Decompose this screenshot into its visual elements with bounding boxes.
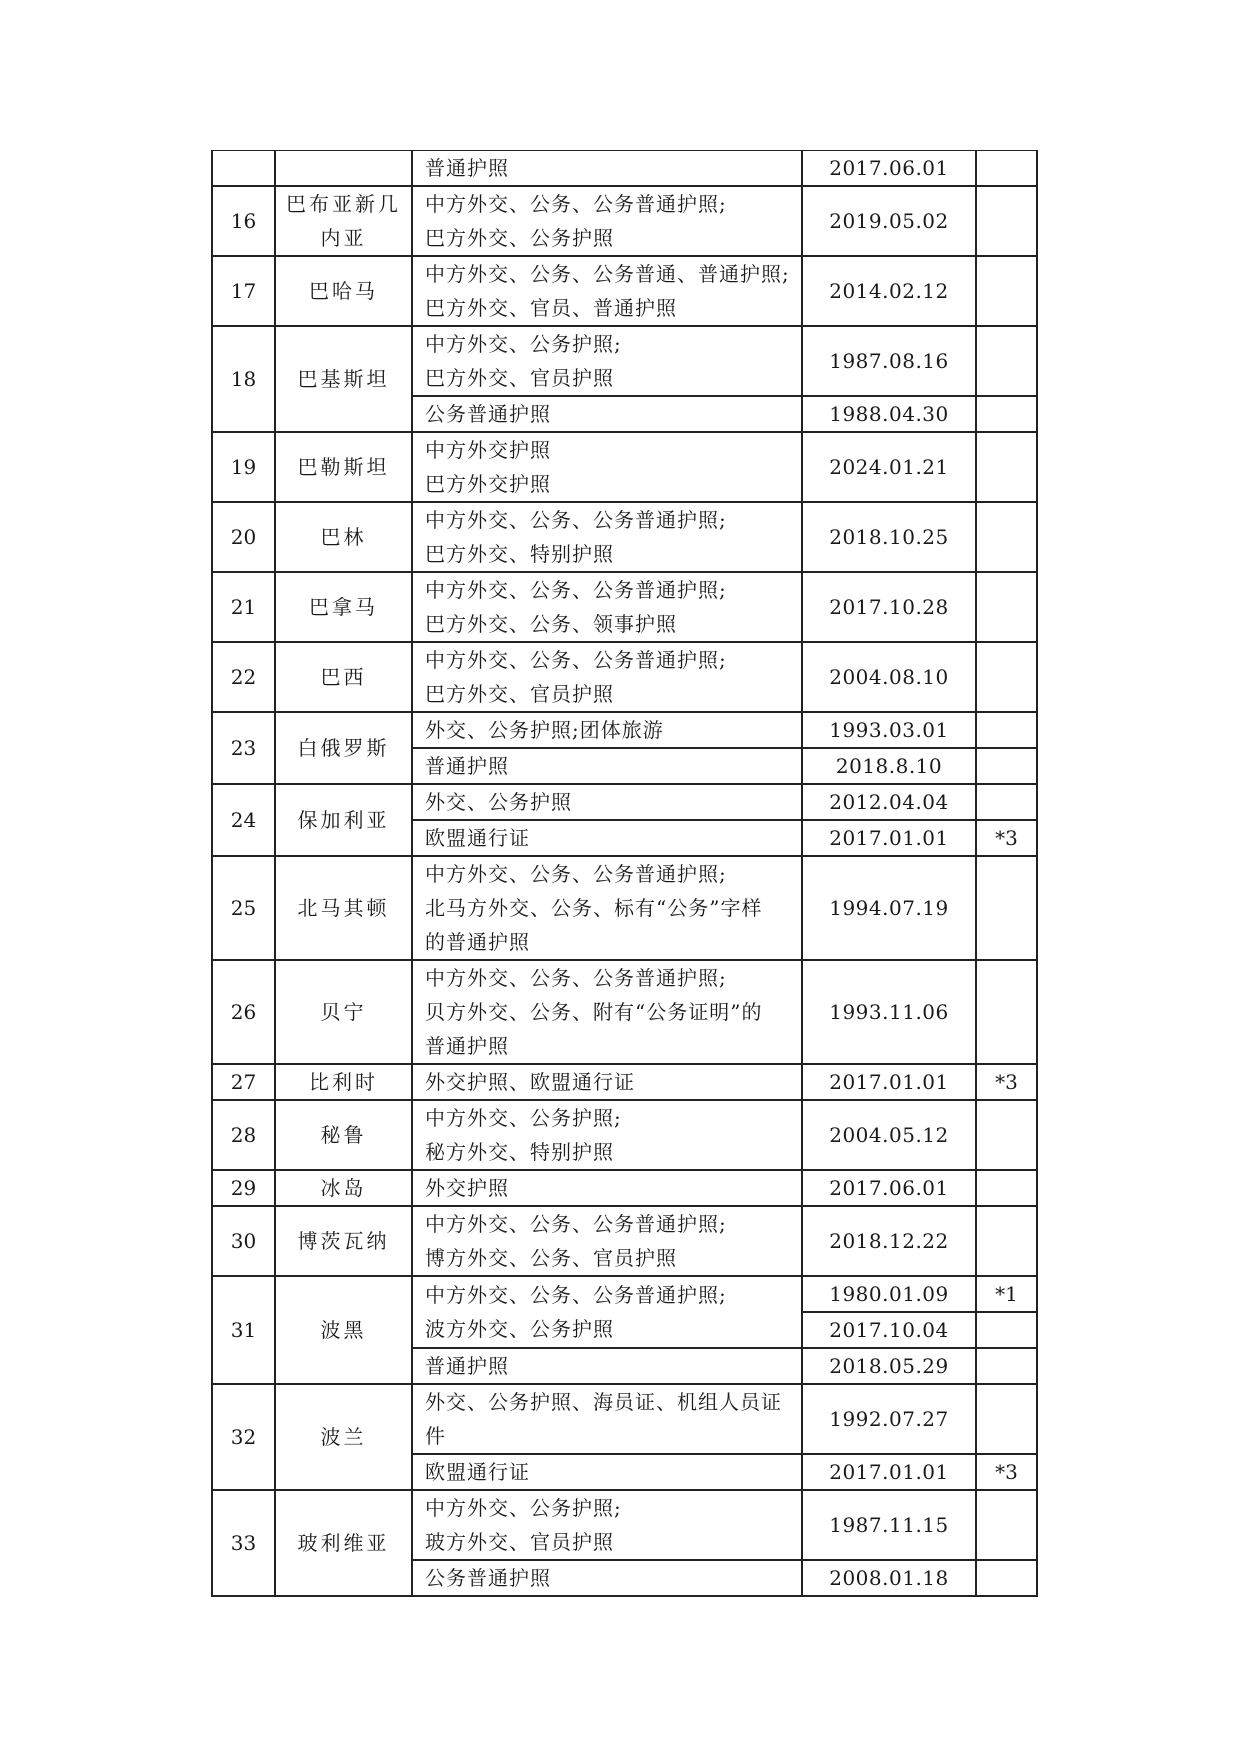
passport-types-cell <box>412 256 802 326</box>
effective-date: 2017.10.04 <box>802 1312 976 1348</box>
country-name: 比利时 <box>275 1064 412 1100</box>
table-row <box>212 1100 1037 1170</box>
row-number: 25 <box>212 856 275 960</box>
passport-types-cell <box>412 820 802 856</box>
passport-types-cell <box>412 186 802 256</box>
effective-date: 1993.11.06 <box>802 960 976 1064</box>
row-number: 24 <box>212 784 275 856</box>
effective-date: 2018.05.29 <box>802 1348 976 1384</box>
passport-type-line: 中方外交、公务护照; <box>425 332 622 356</box>
passport-type-line: 中方外交、公务、公务普通护照; <box>425 1212 727 1236</box>
passport-type-line: 巴方外交、公务、领事护照 <box>425 612 677 636</box>
passport-types-cell <box>412 1384 802 1454</box>
passport-type-line: 欧盟通行证 <box>425 826 530 850</box>
row-number: 33 <box>212 1490 275 1596</box>
country-name: 博茨瓦纳 <box>275 1206 412 1276</box>
effective-date: 2014.02.12 <box>802 256 976 326</box>
note-mark <box>976 502 1037 572</box>
passport-type-line: 普通护照 <box>425 1034 509 1058</box>
passport-type-line: 秘方外交、特别护照 <box>425 1140 614 1164</box>
row-number: 19 <box>212 432 275 502</box>
table-row <box>212 326 1037 396</box>
row-number: 26 <box>212 960 275 1064</box>
passport-types-cell <box>412 1490 802 1560</box>
row-number: 21 <box>212 572 275 642</box>
passport-type-line: 玻方外交、官员护照 <box>425 1530 614 1554</box>
passport-types-cell <box>412 326 802 396</box>
country-name: 巴哈马 <box>275 256 412 326</box>
table-row <box>212 712 1037 748</box>
visa-exemption-table <box>211 150 1038 1597</box>
row-number: 31 <box>212 1276 275 1384</box>
row-number: 27 <box>212 1064 275 1100</box>
passport-types-cell <box>412 396 802 432</box>
note-mark <box>976 1206 1037 1276</box>
row-number: 23 <box>212 712 275 784</box>
table-row <box>212 784 1037 820</box>
passport-type-line: 巴方外交、官员、普通护照 <box>425 296 677 320</box>
effective-date: 2024.01.21 <box>802 432 976 502</box>
passport-type-line: 中方外交、公务、公务普通护照; <box>425 862 727 886</box>
passport-type-line: 巴方外交、公务护照 <box>425 226 614 250</box>
note-mark <box>976 186 1037 256</box>
table-row <box>212 1064 1037 1100</box>
effective-date: 2018.8.10 <box>802 748 976 784</box>
passport-type-line: 中方外交、公务、公务普通、普通护照; <box>425 262 790 286</box>
passport-type-line: 波方外交、公务护照 <box>425 1317 614 1341</box>
effective-date: 1987.11.15 <box>802 1490 976 1560</box>
passport-type-line: 巴方外交、官员护照 <box>425 366 614 390</box>
table-row <box>212 151 1037 187</box>
passport-type-line: 普通护照 <box>425 754 509 778</box>
passport-types-cell <box>412 1454 802 1490</box>
row-number: 32 <box>212 1384 275 1490</box>
passport-type-line: 外交护照 <box>425 1176 509 1200</box>
passport-type-line: 外交、公务护照 <box>425 790 572 814</box>
effective-date: 2004.08.10 <box>802 642 976 712</box>
note-mark <box>976 1490 1037 1560</box>
passport-type-line: 公务普通护照 <box>425 1566 551 1590</box>
effective-date: 1993.03.01 <box>802 712 976 748</box>
note-mark <box>976 1560 1037 1596</box>
country-name: 巴林 <box>275 502 412 572</box>
effective-date: 2017.01.01 <box>802 820 976 856</box>
passport-types-cell <box>412 1100 802 1170</box>
effective-date: 1994.07.19 <box>802 856 976 960</box>
row-number: 28 <box>212 1100 275 1170</box>
row-number: 30 <box>212 1206 275 1276</box>
effective-date: 2017.01.01 <box>802 1064 976 1100</box>
passport-type-line: 普通护照 <box>425 1354 509 1378</box>
note-mark <box>976 1100 1037 1170</box>
country-name: 冰岛 <box>275 1170 412 1206</box>
passport-types-cell <box>412 151 802 187</box>
note-mark <box>976 1348 1037 1384</box>
passport-type-line: 中方外交、公务护照; <box>425 1106 622 1130</box>
row-number: 29 <box>212 1170 275 1206</box>
passport-types-cell <box>412 1064 802 1100</box>
passport-types-cell <box>412 572 802 642</box>
country-name: 波兰 <box>275 1384 412 1490</box>
passport-type-line: 件 <box>425 1424 446 1448</box>
passport-types-cell <box>412 1348 802 1384</box>
passport-types-cell <box>412 1206 802 1276</box>
country-name: 秘鲁 <box>275 1100 412 1170</box>
effective-date: 2018.10.25 <box>802 502 976 572</box>
passport-types-cell <box>412 642 802 712</box>
row-number: 22 <box>212 642 275 712</box>
note-mark: *3 <box>976 820 1037 856</box>
effective-date: 2017.06.01 <box>802 1170 976 1206</box>
note-mark <box>976 642 1037 712</box>
note-mark: *3 <box>976 1064 1037 1100</box>
country-name: 玻利维亚 <box>275 1490 412 1596</box>
passport-type-line: 巴方外交、官员护照 <box>425 682 614 706</box>
effective-date: 2008.01.18 <box>802 1560 976 1596</box>
table-row <box>212 856 1037 960</box>
table-row <box>212 432 1037 502</box>
passport-type-line: 外交、公务护照、海员证、机组人员证 <box>425 1390 782 1414</box>
effective-date: 2004.05.12 <box>802 1100 976 1170</box>
country-name: 波黑 <box>275 1276 412 1384</box>
country-name: 北马其顿 <box>275 856 412 960</box>
table-body <box>212 151 1037 1597</box>
row-number: 16 <box>212 186 275 256</box>
country-name: 巴布亚新几内亚 <box>275 186 412 256</box>
country-name <box>275 151 412 187</box>
table-row <box>212 256 1037 326</box>
note-mark <box>976 712 1037 748</box>
passport-types-cell <box>412 960 802 1064</box>
note-mark <box>976 432 1037 502</box>
table-row <box>212 960 1037 1064</box>
passport-types-cell <box>412 712 802 748</box>
passport-type-line: 的普通护照 <box>425 930 530 954</box>
passport-type-line: 中方外交、公务、公务普通护照; <box>425 578 727 602</box>
passport-type-line: 中方外交、公务、公务普通护照; <box>425 648 727 672</box>
country-name: 巴西 <box>275 642 412 712</box>
table-row <box>212 642 1037 712</box>
note-mark <box>976 784 1037 820</box>
passport-types-cell <box>412 432 802 502</box>
effective-date: 2018.12.22 <box>802 1206 976 1276</box>
note-mark <box>976 748 1037 784</box>
row-number: 20 <box>212 502 275 572</box>
effective-date: 1980.01.09 <box>802 1276 976 1312</box>
table-row <box>212 1206 1037 1276</box>
table-row <box>212 572 1037 642</box>
note-mark: *3 <box>976 1454 1037 1490</box>
passport-type-line: 外交护照、欧盟通行证 <box>425 1070 635 1094</box>
note-mark <box>976 256 1037 326</box>
passport-type-line: 中方外交、公务、公务普通护照; <box>425 508 727 532</box>
passport-types-cell <box>412 784 802 820</box>
passport-types-cell <box>412 748 802 784</box>
country-name: 巴勒斯坦 <box>275 432 412 502</box>
passport-types-cell <box>412 1170 802 1206</box>
effective-date: 2017.01.01 <box>802 1454 976 1490</box>
passport-types-cell <box>412 856 802 960</box>
effective-date: 1987.08.16 <box>802 326 976 396</box>
passport-types-cell <box>412 1276 802 1348</box>
passport-type-line: 普通护照 <box>425 156 509 180</box>
note-mark: *1 <box>976 1276 1037 1312</box>
effective-date: 1988.04.30 <box>802 396 976 432</box>
note-mark <box>976 151 1037 187</box>
country-name: 贝宁 <box>275 960 412 1064</box>
table-row <box>212 1490 1037 1560</box>
passport-type-line: 博方外交、公务、官员护照 <box>425 1246 677 1270</box>
note-mark <box>976 1384 1037 1454</box>
country-name: 保加利亚 <box>275 784 412 856</box>
country-name: 巴基斯坦 <box>275 326 412 432</box>
table-row <box>212 1384 1037 1454</box>
table-row <box>212 502 1037 572</box>
passport-type-line: 北马方外交、公务、标有“公务”字样 <box>425 896 763 920</box>
passport-type-line: 中方外交、公务、公务普通护照; <box>425 966 727 990</box>
note-mark <box>976 960 1037 1064</box>
row-number <box>212 151 275 187</box>
passport-type-line: 中方外交、公务、公务普通护照; <box>425 1283 727 1307</box>
passport-types-cell <box>412 1560 802 1596</box>
effective-date: 2017.06.01 <box>802 151 976 187</box>
note-mark <box>976 856 1037 960</box>
passport-type-line: 中方外交、公务、公务普通护照; <box>425 192 727 216</box>
passport-type-line: 巴方外交、特别护照 <box>425 542 614 566</box>
note-mark <box>976 1312 1037 1348</box>
passport-type-line: 贝方外交、公务、附有“公务证明”的 <box>425 1000 763 1024</box>
note-mark <box>976 1170 1037 1206</box>
passport-type-line: 公务普通护照 <box>425 402 551 426</box>
table-row <box>212 186 1037 256</box>
effective-date: 2017.10.28 <box>802 572 976 642</box>
effective-date: 2012.04.04 <box>802 784 976 820</box>
passport-type-line: 中方外交、公务护照; <box>425 1496 622 1520</box>
passport-types-cell <box>412 502 802 572</box>
passport-type-line: 欧盟通行证 <box>425 1460 530 1484</box>
passport-type-line: 外交、公务护照;团体旅游 <box>425 718 664 742</box>
table-row <box>212 1276 1037 1312</box>
effective-date: 1992.07.27 <box>802 1384 976 1454</box>
note-mark <box>976 396 1037 432</box>
row-number: 17 <box>212 256 275 326</box>
row-number: 18 <box>212 326 275 432</box>
note-mark <box>976 326 1037 396</box>
passport-type-line: 中方外交护照 <box>425 438 551 462</box>
effective-date: 2019.05.02 <box>802 186 976 256</box>
note-mark <box>976 572 1037 642</box>
table-row <box>212 1170 1037 1206</box>
country-name: 白俄罗斯 <box>275 712 412 784</box>
passport-type-line: 巴方外交护照 <box>425 472 551 496</box>
country-name: 巴拿马 <box>275 572 412 642</box>
